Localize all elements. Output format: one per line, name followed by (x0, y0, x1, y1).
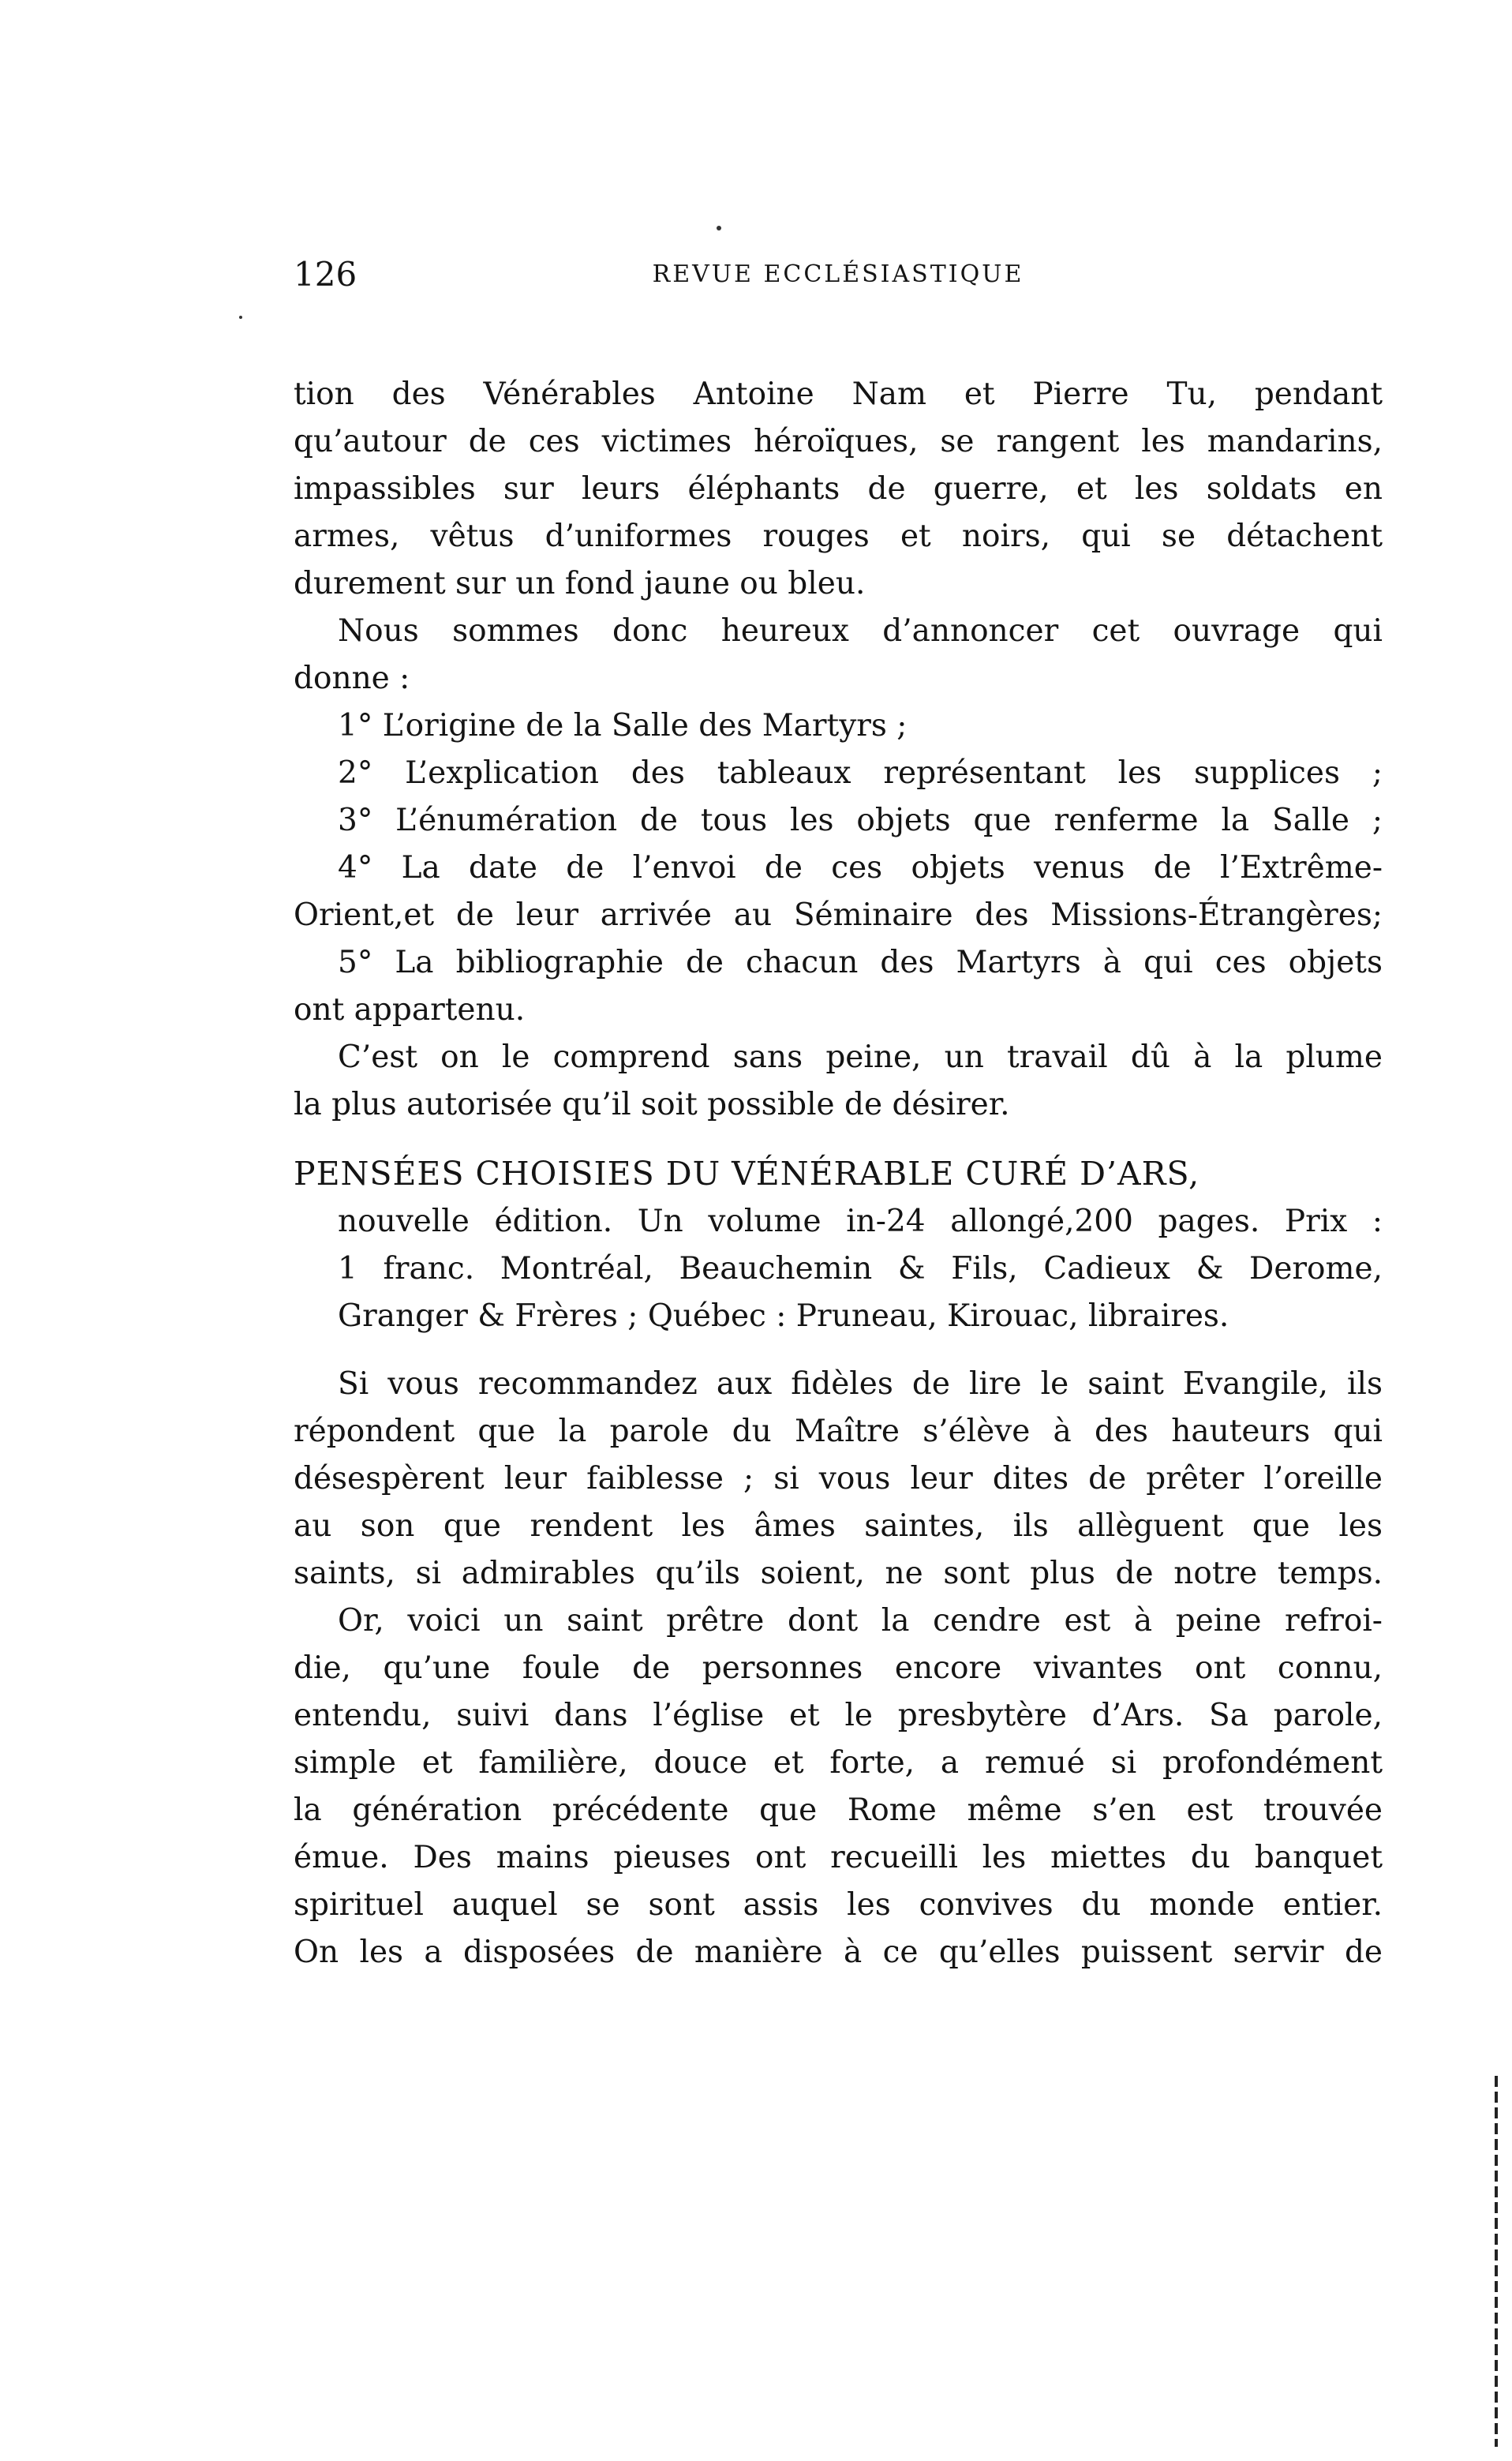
scan-speck (717, 226, 721, 230)
text-line: au son que rendent les âmes saintes, ils allèguent que les (294, 1508, 1383, 1544)
text-line: C’est on le comprend sans peine, un travail dû à la plume (338, 1039, 1383, 1075)
text-line: impassibles sur leurs éléphants de guerre, et les soldats en (294, 471, 1383, 507)
text-line: la plus autorisée qu’il soit possible de désirer. (294, 1087, 1010, 1122)
book-details-line: nouvelle édition. Un volume in-24 allongé,200 pages. Prix : (338, 1204, 1383, 1239)
text-line: Si vous recommandez aux fidèles de lire le saint Evangile, ils (338, 1366, 1383, 1402)
paragraph-announcement (294, 608, 1383, 702)
text-line: die, qu’une foule de personnes encore vivantes ont connu, (294, 1650, 1383, 1686)
page-number: 126 (294, 255, 357, 294)
text-line: entendu, suivi dans l’église et le presbytère d’Ars. Sa parole, (294, 1698, 1383, 1733)
text-line: tion des Vénérables Antoine Nam et Pierre Tu, pendant (294, 376, 1383, 412)
list-item-continuation: Orient,et de leur arrivée au Séminaire des Missions-Étrangères; (294, 897, 1383, 933)
book-details-line: 1 franc. Montréal, Beauchemin & Fils, Cadieux & Derome, (338, 1251, 1383, 1287)
text-line: On les a disposées de manière à ce qu’elles puissent servir de (294, 1935, 1383, 1970)
text-line: saints, si admirables qu’ils soient, ne sont plus de notre temps. (294, 1556, 1383, 1591)
list-item: 2° L’explication des tableaux représentant les supplices ; (338, 755, 1383, 791)
scan-speck (239, 316, 242, 319)
text-line: spirituel auquel se sont assis les convives du monde entier. (294, 1887, 1383, 1923)
text-line: répondent que la parole du Maître s’élève à des hauteurs qui (294, 1414, 1383, 1449)
text-line: désespèrent leur faiblesse ; si vous leur dites de prêter l’oreille (294, 1461, 1383, 1496)
section-gap (294, 1129, 1383, 1149)
book-details-line: Granger & Frères ; Québec : Pruneau, Kirouac, libraires. (338, 1298, 1229, 1334)
running-title: REVUE ECCLÉSIASTIQUE (652, 260, 1024, 288)
text-line: Nous sommes donc heureux d’annoncer cet ouvrage qui (338, 613, 1383, 649)
paragraph-martyrs-description (294, 371, 1383, 608)
paragraph-conclusion (294, 1034, 1383, 1129)
list-item: 5° La bibliographie de chacun des Martyrs à qui ces objets (338, 945, 1383, 980)
text-line: qu’autour de ces victimes héroïques, se rangent les mandarins, (294, 424, 1383, 459)
text-line: émue. Des mains pieuses ont recueilli les miettes du banquet (294, 1840, 1383, 1875)
paragraph-gospel (294, 1361, 1383, 1598)
text-line: durement sur un fond jaune ou bleu. (294, 566, 866, 601)
list-item: 1° L’origine de la Salle des Martyrs ; (338, 708, 908, 744)
text-line: simple et familière, douce et forte, a remué si profondément (294, 1745, 1383, 1781)
section-gap (294, 1340, 1383, 1361)
body-text (294, 371, 1383, 1976)
book-title: PENSÉES CHOISIES DU VÉNÉRABLE CURÉ D’ARS, (294, 1155, 1200, 1193)
text-line: armes, vêtus d’uniformes rouges et noirs, qui se détachent (294, 519, 1383, 554)
text-line: donne : (294, 661, 410, 696)
list-item: 4° La date de l’envoi de ces objets venus de l’Extrême- (338, 850, 1383, 886)
paragraph-cure-ars (294, 1598, 1383, 1976)
list-item-continuation: ont appartenu. (294, 992, 526, 1028)
page-header (294, 251, 1383, 298)
text-line: Or, voici un saint prêtre dont la cendre est à peine refroi- (338, 1603, 1383, 1639)
scan-edge-mark (1495, 2076, 1498, 2447)
text-line: la génération précédente que Rome même s’en est trouvée (294, 1792, 1383, 1828)
book-notice (294, 1149, 1383, 1340)
list-item: 3° L’énumération de tous les objets que renferme la Salle ; (338, 803, 1383, 838)
contents-list (294, 702, 1383, 1034)
